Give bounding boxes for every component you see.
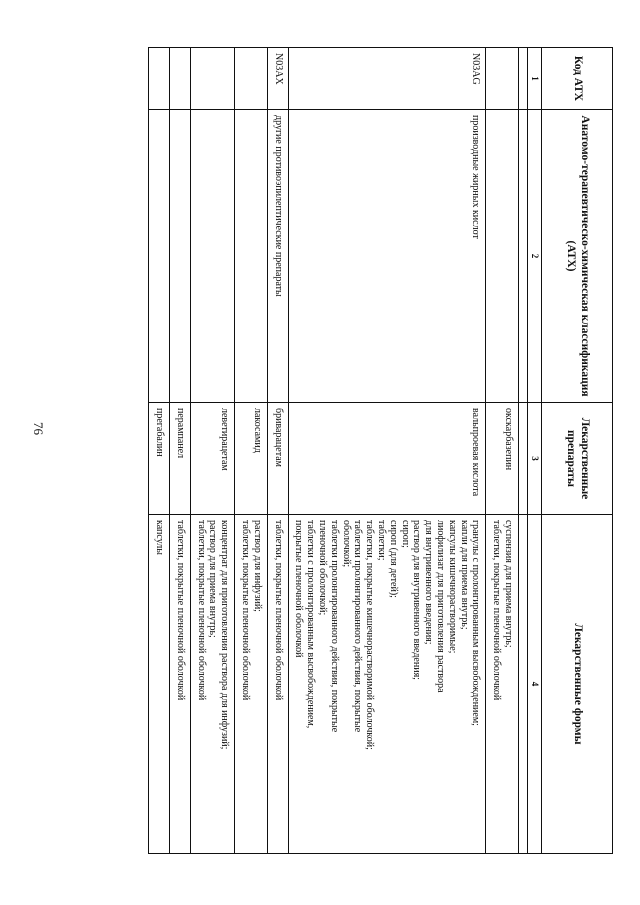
dosage-form-line: таблетки, покрытые пленочной оболочкой xyxy=(491,520,503,701)
dosage-form-line: для внутривенного введения; xyxy=(423,520,435,645)
drug-name-cell: перампанел xyxy=(170,403,191,515)
dosage-form-line: таблетки с пролонгированным высвобождением, xyxy=(305,520,317,729)
dosage-form-line: пленочной оболочкой; xyxy=(317,520,329,616)
medication-table xyxy=(148,47,613,854)
classification-cell: другие противоэпилептические препараты xyxy=(267,110,288,403)
separator-row xyxy=(519,48,528,854)
column-number: 2 xyxy=(528,110,542,403)
atc-code-cell: N03AG xyxy=(288,48,486,110)
dosage-form-line: лиофилизат для приготовления раствора xyxy=(435,520,447,693)
column-number: 4 xyxy=(528,515,542,854)
dosage-form-line: таблетки пролонгированного действия, покрытые xyxy=(352,520,364,733)
dosage-form-line: таблетки пролонгированного действия, покрытые xyxy=(328,520,340,733)
dosage-form-line: таблетки, покрытые пленочной оболочкой xyxy=(195,520,207,701)
atc-code-cell xyxy=(149,48,170,110)
dosage-forms-cell xyxy=(170,515,191,854)
header-code: Код АТХ xyxy=(542,48,613,110)
header-forms: Лекарственные формы xyxy=(542,515,613,854)
dosage-forms-cell xyxy=(486,515,519,854)
table-row xyxy=(149,48,170,854)
dosage-forms-cell xyxy=(267,515,288,854)
table-row xyxy=(170,48,191,854)
drug-name-cell: вальпроевая кислота xyxy=(288,403,486,515)
dosage-form-line: концентрат для приготовления раствора для инфузий; xyxy=(219,520,231,750)
dosage-form-line: раствор для внутривенного введения; xyxy=(411,520,423,680)
dosage-form-line: покрытые пленочной оболочкой xyxy=(293,520,305,658)
drug-name-cell: прегабалин xyxy=(149,403,170,515)
rotated-table-wrapper xyxy=(79,47,613,853)
table-row xyxy=(288,48,486,854)
atc-code-cell: N03AX xyxy=(267,48,288,110)
classification-cell xyxy=(486,110,519,403)
dosage-form-line: гранулы с пролонгированным высвобождением; xyxy=(470,520,482,726)
table-header-row xyxy=(542,48,613,854)
dosage-form-line: капсулы xyxy=(154,520,166,555)
atc-code-cell xyxy=(486,48,519,110)
table-body xyxy=(149,48,519,854)
table-row xyxy=(267,48,288,854)
dosage-form-line: раствор для инфузий; xyxy=(251,520,263,612)
dosage-form-line: таблетки, покрытые пленочной оболочкой xyxy=(272,520,284,701)
dosage-form-line: сироп (для детей); xyxy=(387,520,399,598)
dosage-forms-cell xyxy=(149,515,170,854)
drug-name-cell: бриварацетам xyxy=(267,403,288,515)
table-row xyxy=(486,48,519,854)
atc-code-cell xyxy=(170,48,191,110)
classification-cell: производные жирных кислот xyxy=(288,110,486,403)
dosage-form-line: оболочкой; xyxy=(340,520,352,568)
atc-code-cell xyxy=(235,48,268,110)
classification-cell xyxy=(149,110,170,403)
dosage-form-line: суспензия для приема внутрь; xyxy=(503,520,514,648)
drug-name-cell: лакосамид xyxy=(235,403,268,515)
classification-cell xyxy=(190,110,234,403)
drug-name-cell: окскарбазепин xyxy=(486,403,519,515)
drug-name-cell: леветирацетам xyxy=(190,403,234,515)
header-drugs: Лекарственные препараты xyxy=(542,403,613,515)
table-row xyxy=(190,48,234,854)
page-number: 76 xyxy=(31,422,46,435)
dosage-form-line: таблетки; xyxy=(376,520,388,561)
header-classification: Анатомо-терапевтическо-химическая классификация (АТХ) xyxy=(542,110,613,403)
column-number: 3 xyxy=(528,403,542,515)
dosage-form-line: таблетки, покрытые кишечнорастворимой оболочкой; xyxy=(364,520,376,750)
dosage-form-line: сироп; xyxy=(399,520,411,548)
dosage-form-line: капли для приема внутрь; xyxy=(458,520,470,630)
separator-cell xyxy=(519,48,528,110)
dosage-form-line: раствор для приема внутрь; xyxy=(207,520,219,638)
dosage-form-line: капсулы кишечнорастворимые; xyxy=(446,520,458,654)
dosage-forms-cell xyxy=(288,515,486,854)
dosage-form-line: таблетки, покрытые пленочной оболочкой xyxy=(174,520,186,701)
dosage-form-line: таблетки, покрытые пленочной оболочкой xyxy=(240,520,252,701)
separator-cell xyxy=(519,515,528,854)
table-row xyxy=(235,48,268,854)
column-number-row xyxy=(528,48,542,854)
atc-code-cell xyxy=(190,48,234,110)
dosage-forms-cell xyxy=(190,515,234,854)
classification-cell xyxy=(170,110,191,403)
classification-cell xyxy=(235,110,268,403)
separator-cell xyxy=(519,403,528,515)
column-number: 1 xyxy=(528,48,542,110)
separator-cell xyxy=(519,110,528,403)
dosage-forms-cell xyxy=(235,515,268,854)
